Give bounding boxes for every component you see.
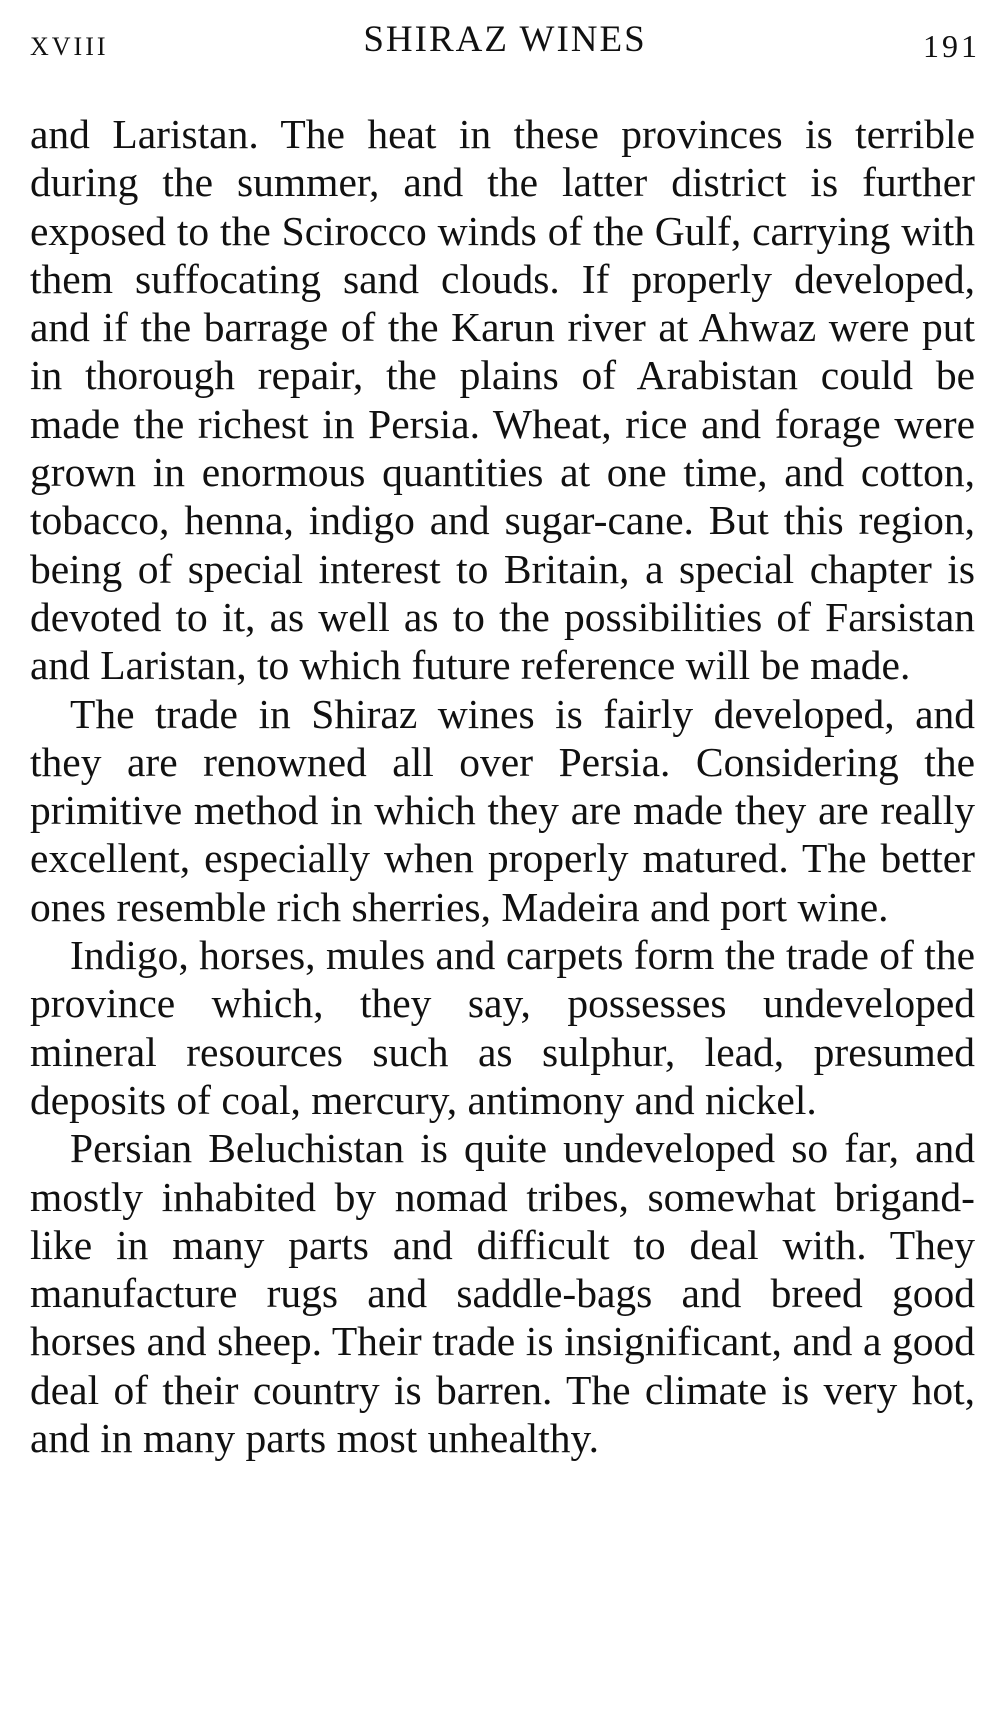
- running-head: [30, 18, 980, 68]
- page-number: 191: [923, 28, 980, 64]
- paragraph-3: Indigo, horses, mules and carpets form the trade of the province which, they say, possesses undeveloped mineral resources such as sulphur, lead, presumed deposits of coal, mercury, antimony and nickel.: [30, 932, 975, 1123]
- paragraph-2: The trade in Shiraz wines is fairly developed, and they are renowned all over Persia. Considering the primitive method in which they are made they are really excellent, especially when properly matured. The better ones resemble rich sherries, Madeira and port wine.: [30, 690, 975, 930]
- running-title: SHIRAZ WINES: [363, 19, 647, 60]
- paragraph-1: and Laristan. The heat in these provinces is terrible during the summer, and the latter district is further exposed to the Scirocco winds of the Gulf, carrying with them suffocating sand clouds. If properly developed, and if the barrage of the Karun river at Ahwaz were put in thorough repair, the plains of Arabistan could be made the richest in Persia. Wheat, rice and forage were grown in enormous quantities at one time, and cotton, tobacco, henna, indigo and sugar-cane. But this region, being of special interest to Britain, a special chapter is devoted to it, as well as to the possibilities of Farsistan and Laristan, to which future reference will be made.: [30, 111, 975, 689]
- body-text: [30, 110, 975, 1462]
- paragraph-4: Persian Beluchistan is quite undeveloped so far, and mostly inhabited by nomad tribes, somewhat brigand-like in many parts and difficult to deal with. They manufacture rugs and saddle-bags and breed good horses and sheep. Their trade is insignificant, and a good deal of their country is barren. The climate is very hot, and in many parts most unhealthy.: [30, 1125, 975, 1462]
- chapter-numeral: XVIII: [30, 32, 109, 61]
